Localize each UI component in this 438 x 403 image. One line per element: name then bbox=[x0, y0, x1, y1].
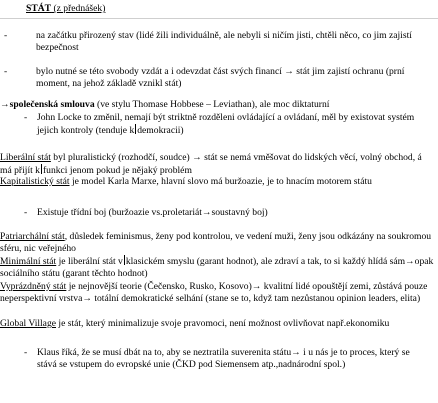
term-global-village: Global Village bbox=[0, 318, 56, 329]
hollow-text: je nejnovější teorie (Čečensko, Rusko, Kosovo)→ kvalitní lidé opouštějí zemi, zůstává pouze neperspektivní vrstva→ totální demokratické selhání (stane se to, když tam nezůstanou opinion leaders, elita) bbox=[0, 281, 428, 304]
locke-text-after: demokracii) bbox=[137, 124, 184, 136]
capitalist-text: je model Karla Marxe, hlavní slovo má buržoazie, je to hnacím motorem státu bbox=[69, 176, 372, 187]
social-contract-line bbox=[0, 99, 430, 111]
bullet-item-natural-state bbox=[4, 30, 418, 53]
bullet-item-give-up-freedom bbox=[4, 66, 418, 89]
bullet-text: bylo nutné se této svobody vzdát a i odevzdat část svých financí → stát jim zajistí ochranu (prní moment, na jehož základě vznikl stát) bbox=[36, 66, 405, 89]
liberal-text-after: funkci jenom pokud je nějaký problém bbox=[42, 164, 192, 176]
paragraph-global-village bbox=[0, 318, 434, 330]
term-hollow-state: Vyprázdněný stát bbox=[0, 281, 67, 292]
paragraph-patriarchal-state bbox=[0, 231, 434, 254]
liberal-text-before: byl pluralistický (rozhodčí, soudce) → stát se nemá vměšovat do lidských věcí, volný obchod, á má přijít k bbox=[0, 152, 422, 176]
text-cursor bbox=[124, 255, 125, 265]
bullet-dash: - bbox=[24, 347, 28, 358]
header-divider bbox=[0, 18, 438, 19]
bullet-text bbox=[37, 112, 424, 136]
bullet-dash: - bbox=[4, 66, 8, 77]
title-subtitle: (z přednášek) bbox=[51, 3, 106, 14]
document-title bbox=[26, 3, 105, 15]
title-main: STÁT bbox=[26, 3, 52, 14]
social-contract-term: →společenská smlouva bbox=[0, 99, 95, 110]
paragraph-capitalist-state bbox=[0, 176, 434, 188]
bullet-item-class-struggle bbox=[24, 207, 424, 219]
paragraph-liberal-state bbox=[0, 152, 434, 176]
locke-text-before: John Locke to změnil, nemají být striktně rozděleni ovládající a ovládaní, měl by existovat systém jejich kontroly (tenduje k bbox=[37, 112, 415, 136]
text-cursor bbox=[41, 164, 42, 174]
bullet-text: na začátku přirozený stav (lidé žili individuálně, ale nebyli si ničím jisti, chtěli něco, co jim zajistí bezpečnost bbox=[36, 30, 412, 53]
minimal-text-before: je liberální stát v bbox=[56, 256, 123, 267]
term-capitalist-state: Kapitalistický stát bbox=[0, 176, 70, 187]
paragraph-hollow-state bbox=[0, 281, 434, 304]
bullet-dash: - bbox=[24, 112, 28, 123]
term-liberal-state: Liberální stát bbox=[0, 152, 51, 163]
term-patriarchal-state: Patriarchální stát bbox=[0, 231, 65, 242]
minimal-text-after: klasickém smyslu (garant hodnot), ale zdraví a tak, to si každý hlídá sám→opak sociálního státu (garant těchto hodnot) bbox=[0, 256, 434, 279]
term-minimal-state: Minimální stát bbox=[0, 256, 57, 267]
global-village-text: je stát, který minimalizuje svoje pravomoci, není možnost ovlivňovat např.ekonomiku bbox=[56, 318, 390, 329]
bullet-item-locke bbox=[24, 112, 424, 136]
bullet-item-klaus bbox=[24, 347, 424, 370]
bullet-dash: - bbox=[24, 207, 28, 218]
paragraph-minimal-state bbox=[0, 255, 434, 279]
patriarchal-text: , důsledek feminismus, ženy pod kontrolou, ve vedení muži, ženy jsou odkázány na soukromou sféru, nic veřejného bbox=[0, 231, 432, 254]
bullet-dash: - bbox=[4, 30, 8, 41]
bullet-text: Klaus říká, že se musí dbát na to, aby se neztratila suverenita státu→ i u nás je to proces, který se stává se vstupem do evropské unie (ČKD pod Siemensem atp.,nadnárodní spol.) bbox=[37, 347, 410, 370]
social-contract-text: (ve stylu Thomase Hobbese – Leviathan), ale moc diktaturní bbox=[94, 99, 330, 110]
bullet-text: Existuje třídní boj (buržoazie vs.proletariát→soustavný boj) bbox=[37, 207, 268, 218]
